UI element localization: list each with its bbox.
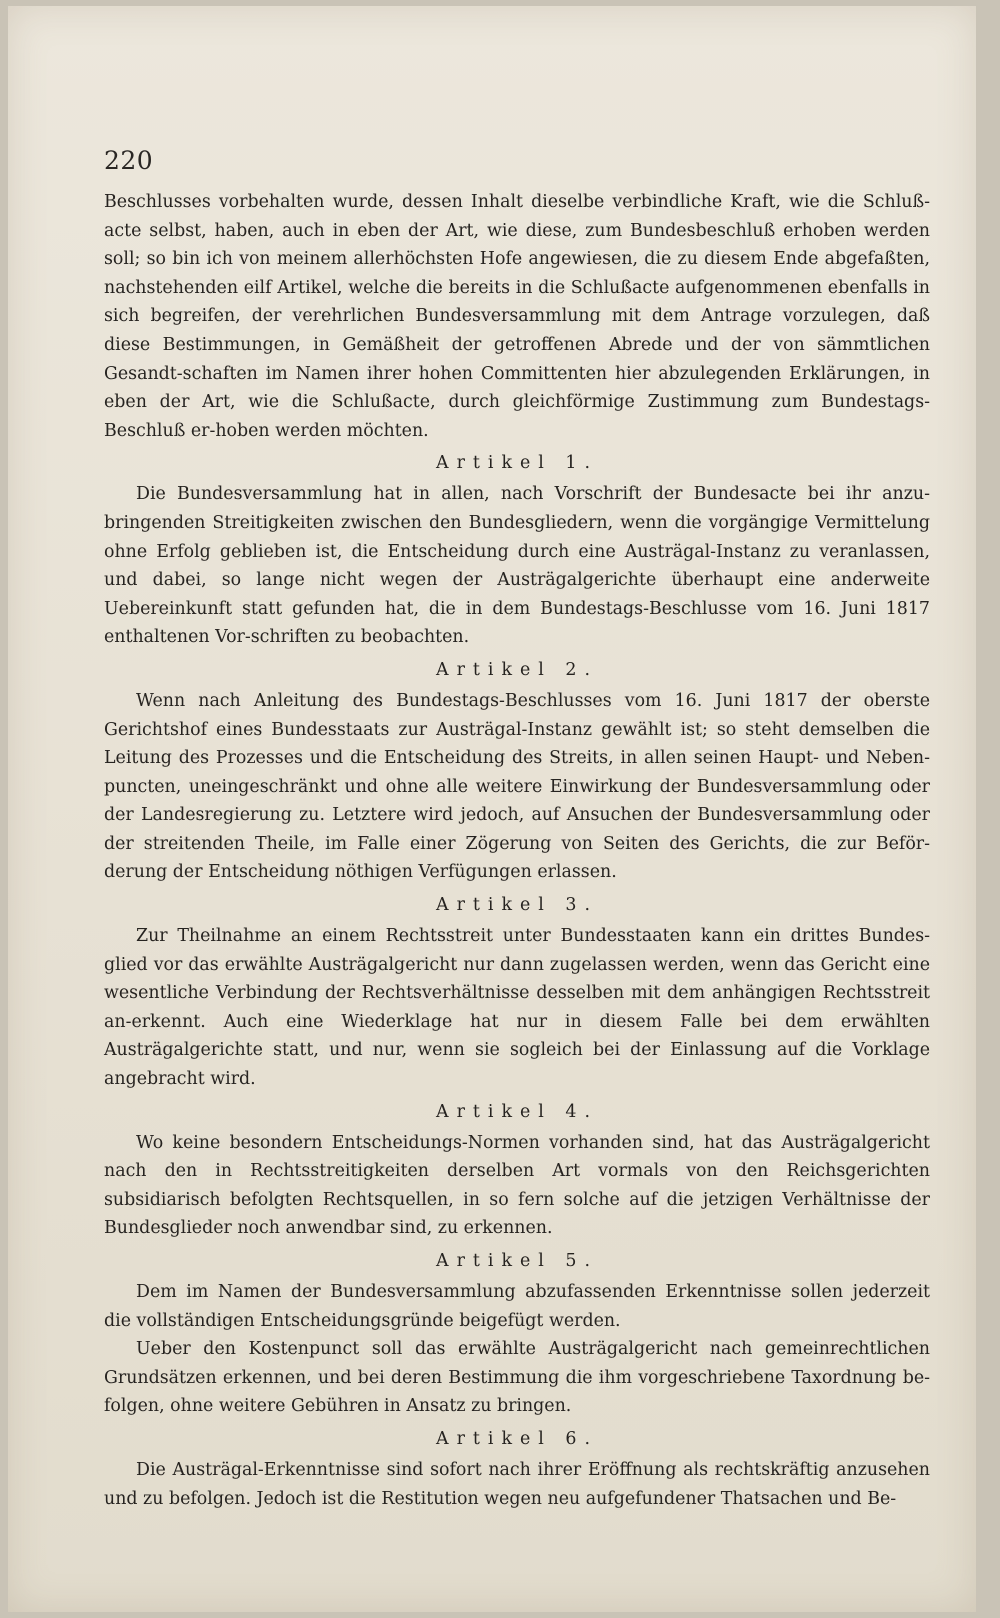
intro-paragraph: Beschlusses vorbehalten wurde, dessen Inhalt dieselbe verbindliche Kraft, wie die Schluß-acte selbst, haben, auch in eben der Art, wie diese, zum Bundesbeschluß erhoben werden soll; so bin ich von meinem allerhöchsten Hofe angewiesen, die zu diesem Ende abgefaßten, nachstehenden eilf Artikel, welche die bereits in die Schlußacte aufgenommenen ebenfalls in sich begreifen, der verehrlichen Bundesversammlung mit dem Antrage vorzulegen, daß diese Bestimmungen, in Gemäßheit der getroffenen Abrede und der von sämmtlichen Gesandt-schaften im Namen ihrer hohen Committenten hier abzulegenden Erklärungen, in eben der Art, wie die Schlußacte, durch gleichförmige Zustimmung zum Bundestags-Beschluß er-hoben werden möchten. (104, 192, 930, 441)
article-3-paragraph: Zur Theilnahme an einem Rechtsstreit unter Bundesstaaten kann ein drittes Bundes-glied vor das erwählte Austrägalgericht nur dann zugelassen werden, wenn das Gericht eine wesentliche Verbindung der Rechtsverhältnisse desselben mit dem anhängigen Rechtsstreit an-erkennt. Auch eine Wiederklage hat nur in diesem Falle bei dem erwählten Austrägalgerichte statt, und nur, wenn sie sogleich bei der Einlassung auf die Vorklage angebracht wird. (104, 926, 930, 1090)
body-text (104, 188, 930, 1513)
article-heading-5: Artikel 5. (436, 1251, 598, 1271)
article-heading-6: Artikel 6. (436, 1428, 598, 1449)
article-5-paragraph-2: Ueber den Kostenpunct soll das erwählte Austrägalgericht nach gemeinrechtlichen Grundsätzen erkennen, und bei deren Bestimmung die ihm vorgeschriebene Taxordnung be-folgen, ohne weitere Gebühren in Ansatz zu bringen. (104, 1339, 930, 1417)
article-heading-1: Artikel 1. (436, 453, 598, 474)
article-heading-3: Artikel 3. (436, 895, 598, 916)
document-page (8, 6, 976, 1612)
page-number: 220 (104, 146, 154, 175)
article-heading-2: Artikel 2. (436, 659, 598, 680)
article-heading-4: Artikel 4. (436, 1101, 598, 1122)
article-6-paragraph: Die Austrägal-Erkenntnisse sind sofort nach ihrer Eröffnung als rechtskräftig anzusehen und zu befolgen. Jedoch ist die Restitution wegen neu aufgefundener Thatsachen und Be- (104, 1459, 930, 1509)
article-4-paragraph: Wo keine besondern Entscheidungs-Normen vorhanden sind, hat das Austrägalgericht nach den in Rechtsstreitigkeiten derselben Art vormals von den Reichsgerichten subsidiarisch befolgten Rechtsquellen, in so fern solche auf die jetzigen Verhältnisse der Bundesglieder noch anwendbar sind, zu erkennen. (104, 1132, 930, 1239)
article-5-paragraph-1: Dem im Namen der Bundesversammlung abzufassenden Erkenntnisse sollen jederzeit die vollständigen Entscheidungsgründe beigefügt werden. (104, 1282, 930, 1331)
article-2-paragraph: Wenn nach Anleitung des Bundestags-Beschlusses vom 16. Juni 1817 der oberste Gerichtshof eines Bundesstaats zur Austrägal-Instanz gewählt ist; so steht demselben die Leitung des Prozesses und die Entscheidung des Streits, in allen seinen Haupt- und Neben-puncten, uneingeschränkt und ohne alle weitere Einwirkung der Bundesversammlung oder der Landesregierung zu. Letztere wird jedoch, auf Ansuchen der Bundesversammlung oder der streitenden Theile, im Falle einer Zögerung von Seiten des Gerichts, die zur Beför-derung der Entscheidung nöthigen Verfügungen erlassen. (104, 690, 930, 883)
article-1-paragraph: Die Bundesversammlung hat in allen, nach Vorschrift der Bundesacte bei ihr anzu-bringenden Streitigkeiten zwischen den Bundesgliedern, wenn die vorgängige Vermittelung ohne Erfolg geblieben ist, die Entscheidung durch eine Austrägal-Instanz zu veranlassen, und dabei, so lange nicht wegen der Austrägalgerichte überhaupt eine anderweite Uebereinkunft statt gefunden hat, die in dem Bundestags-Beschlusse vom 16. Juni 1817 enthaltenen Vor-schriften zu beobachten. (104, 484, 930, 648)
